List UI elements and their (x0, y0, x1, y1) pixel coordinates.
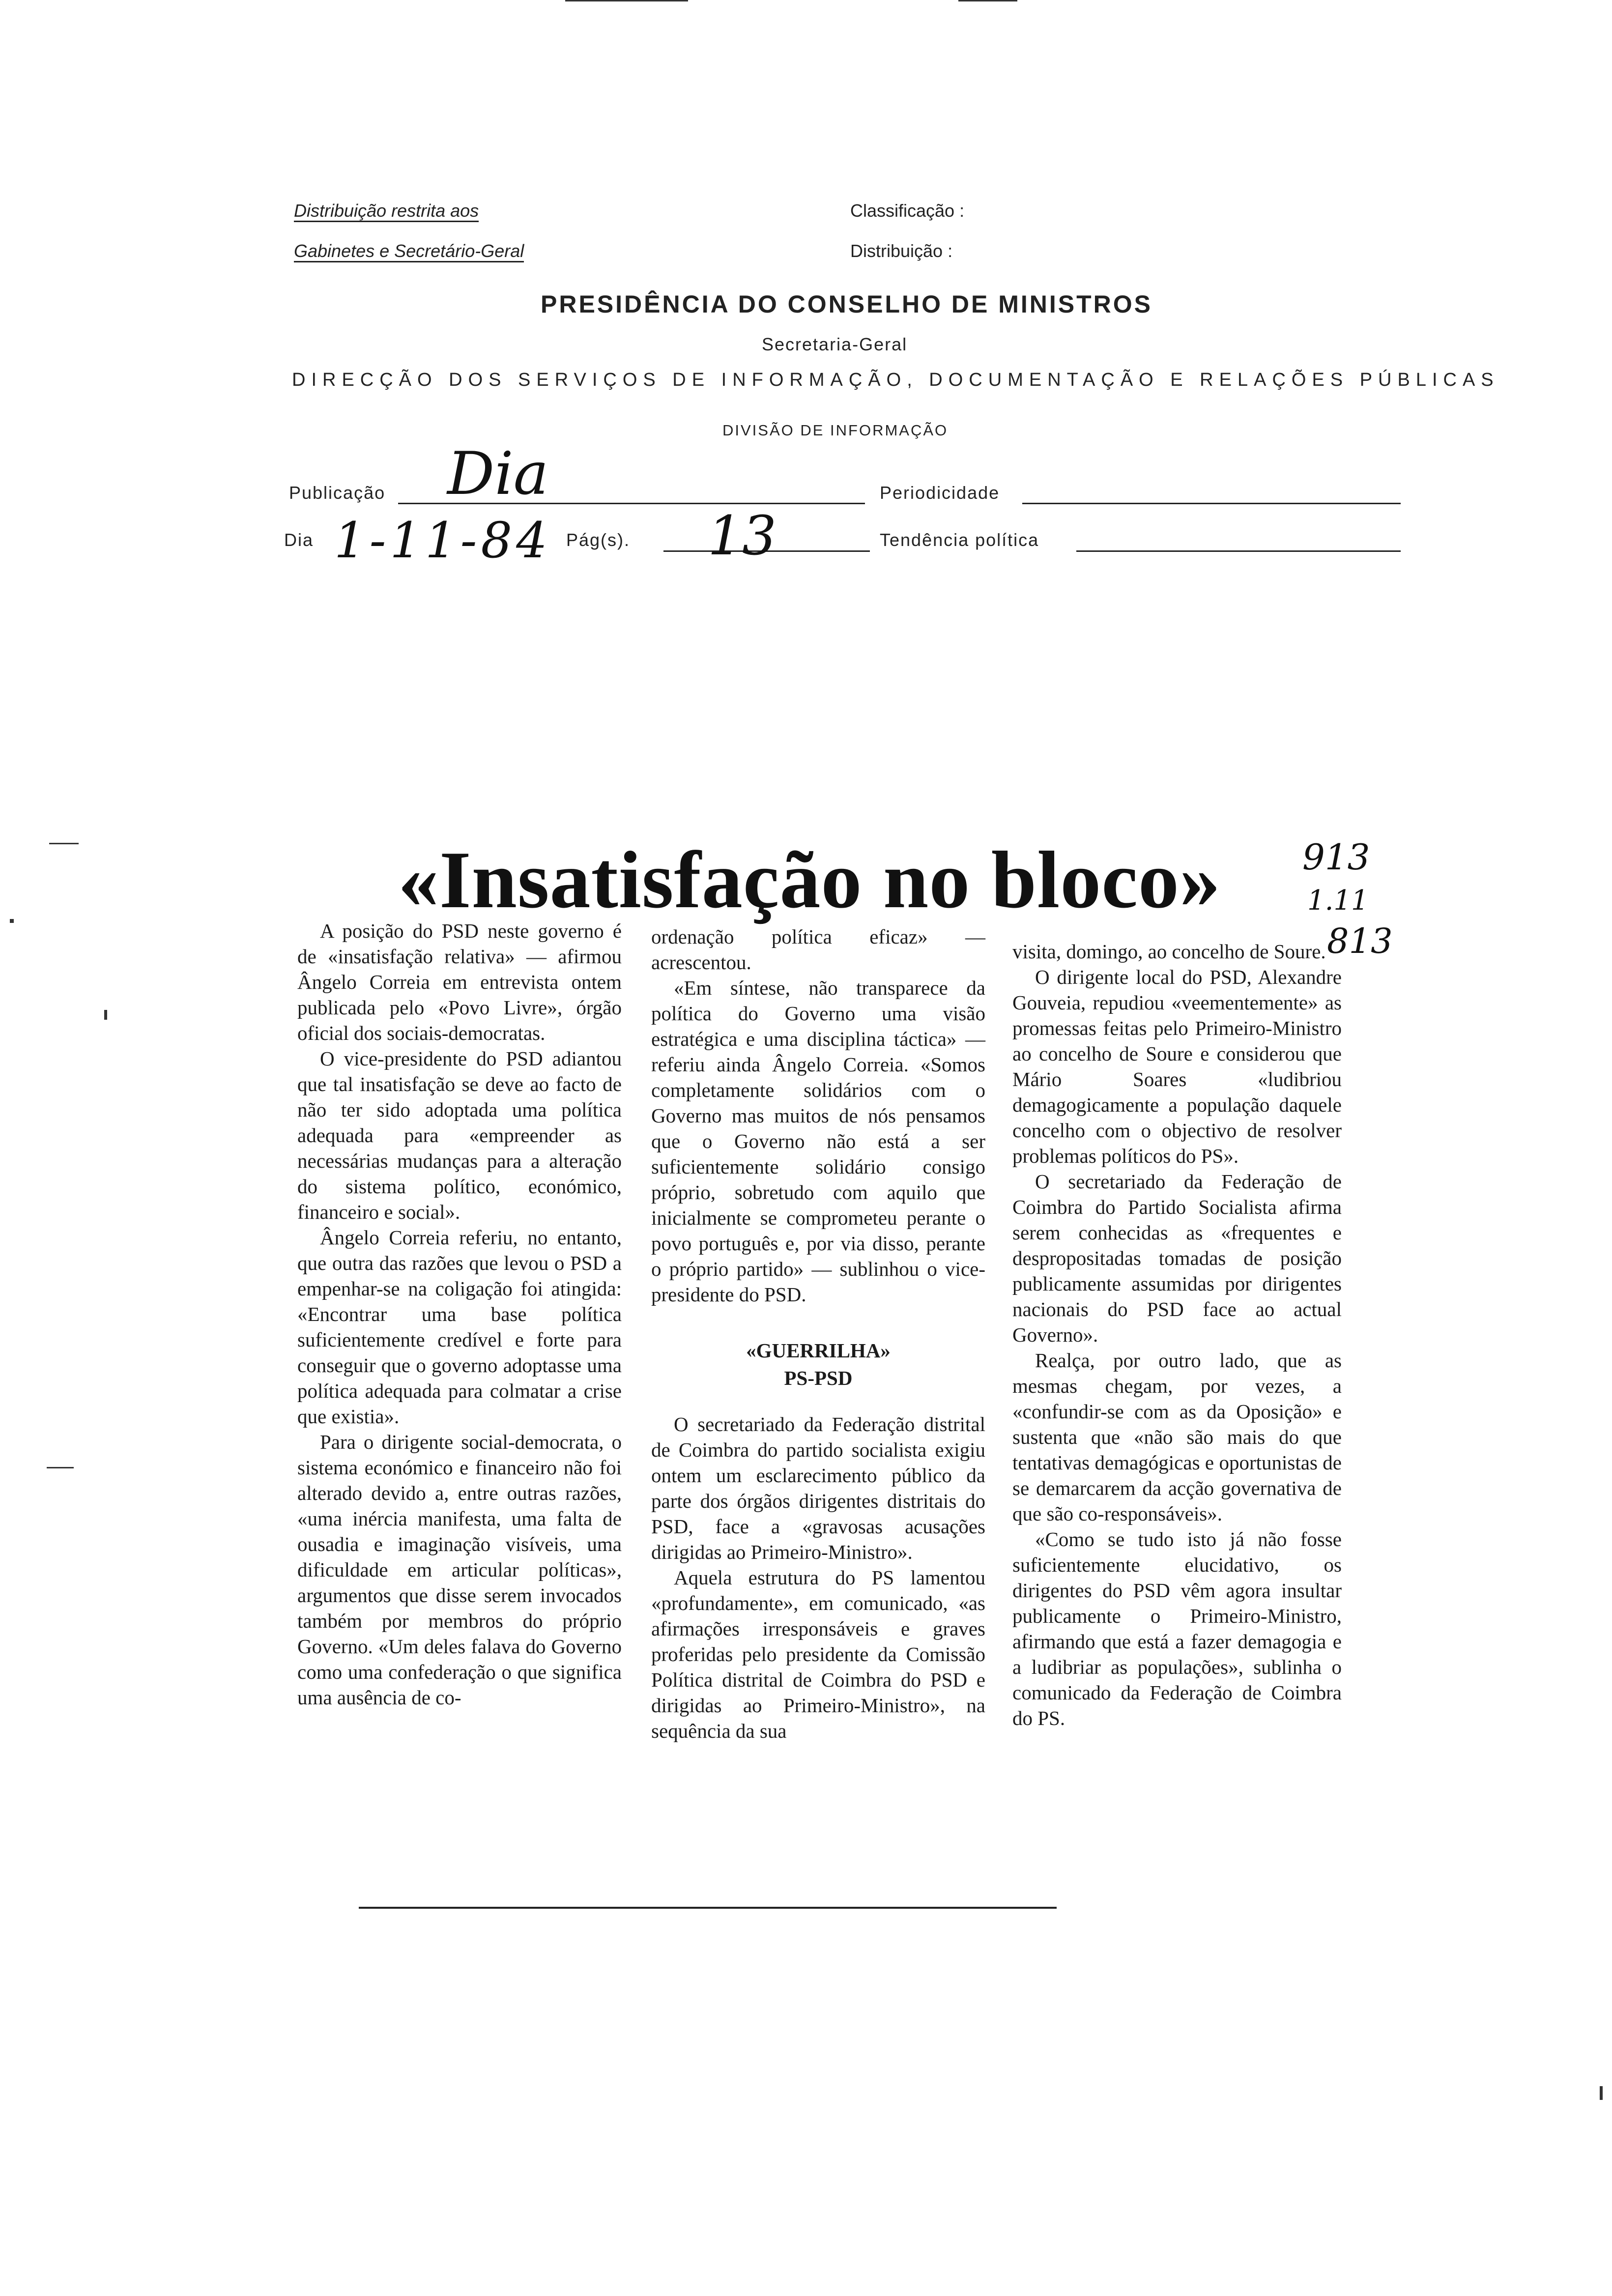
subheading (651, 1337, 985, 1392)
col2-paragraph: Aquela estrutura do PS lamentou «profundamente», em comunicado, «as afirmações irresponsáveis e graves proferidas pelo presidente da Comissão Política distrital de Coimbra do PSD e dirigidas ao Primeiro-Ministro», na sequência da sua (651, 1566, 985, 1742)
scan-mark (1600, 2086, 1603, 2100)
col1-paragraph: Para o dirigente social-democrata, o sistema económico e financeiro não foi alterado devido a, entre outras razões, «uma inércia manifesta, uma falta de ousadia e imaginação visíveis, uma dificuldade em articular políticas», argumentos que disse serem invocados também por membros do próprio Governo. «Um deles falava do Governo como uma confederação o que significa uma ausência de co- (297, 1431, 622, 1709)
classification-label: Classificação : (850, 201, 965, 221)
scan-mark (49, 843, 79, 844)
col1-paragraph: O vice-presidente do PSD adiantou que tal insatisfação se deve ao facto de não ter sido adoptada uma política adequada para «empreender as necessárias mudanças para a alteração do sistema político, económico, financeiro e social». (297, 1047, 622, 1223)
subheading-line2: PS-PSD (784, 1367, 853, 1389)
pages-label: Pág(s). (566, 530, 631, 550)
col1-paragraph: A posição do PSD neste governo é de «insatisfação relativa» — afirmou Ângelo Correia em entrevista ontem publicada pelo «Povo Livre», órgão oficial dos sociais-democratas. (297, 919, 622, 1044)
publication-label: Publicação (289, 483, 386, 503)
col1-paragraph: Ângelo Correia referiu, no entanto, que outra das razões que levou o PSD a empenhar-se na coligação foi atingida: «Encontrar uma base política suficientemente credível e forte para conseguir que o governo adoptasse uma política adequada para colmatar a crise que existia». (297, 1226, 622, 1428)
col3-paragraph: O dirigente local do PSD, Alexandre Gouveia, repudiou «veementemente» as promessas feitas pelo Primeiro-Ministro ao concelho de Soure e considerou que Mário Soares «ludibriou demagogicamente a população daquele concelho com o objectivo de resolver problemas políticos do PS». (1012, 966, 1342, 1167)
tendency-label: Tendência política (880, 530, 1039, 550)
division-line: DIVISÃO DE INFORMAÇÃO (722, 422, 949, 439)
handwritten-number-side: 813 (1327, 921, 1393, 961)
scan-mark (565, 0, 688, 1)
secretariat: Secretaria-Geral (762, 334, 908, 354)
headline: «Insatisfação no bloco» (398, 834, 1221, 925)
scan-mark (47, 1467, 74, 1468)
day-handwritten: 1-11-84 (334, 512, 551, 569)
scan-mark (104, 1010, 107, 1020)
tendency-line (1076, 550, 1401, 552)
day-label: Dia (284, 530, 314, 550)
col2-paragraph: ordenação política eficaz» — acrescentou. (651, 925, 985, 974)
handwritten-date: 1.11 (1307, 885, 1369, 917)
col2-paragraph: O secretariado da Federação distrital de Coimbra do partido socialista exigiu ontem um esclarecimento público da parte dos órgãos dirigentes distritais do PSD, face a «gravosas acusações dirigidas ao Primeiro-Ministro». (651, 1413, 985, 1563)
col3-paragraph: visita, domingo, ao concelho de Soure. (1012, 940, 1326, 963)
org-title: PRESIDÊNCIA DO CONSELHO DE MINISTROS (541, 290, 1153, 318)
col3-paragraph: Realça, por outro lado, que as mesmas chegam, por vezes, a «confundir-se com as da Oposição» e sustenta que «não são mais do que tentativas demagógicas e oportunistas de se demarcarem da acção governativa de que são co-responsáveis». (1012, 1349, 1342, 1525)
bottom-rule (359, 1907, 1057, 1909)
article-column-3 (1012, 939, 1342, 1731)
publication-handwritten: Dia (447, 440, 549, 508)
distribution-note-line2: Gabinetes e Secretário-Geral (294, 241, 638, 261)
handwritten-number-top: 913 (1302, 836, 1370, 878)
col2-paragraph: «Em síntese, não transparece da política do Governo uma visão estratégica e uma disciplina táctica» — referiu ainda Ângelo Correia. «Somos completamente solidários com o Governo mas muitos de nós pensamos que o Governo não está a ser suficientemente solidário consigo próprio, sobretudo com aquilo que inicialmente se comprometeu perante o povo português e, por via disso, perante o próprio partido» — sublinhou o vice-presidente do PSD. (651, 976, 985, 1306)
distribution-label: Distribuição : (850, 241, 953, 261)
scan-mark (958, 0, 1017, 1)
direction-line: DIRECÇÃO DOS SERVIÇOS DE INFORMAÇÃO, DOCUMENTAÇÃO E RELAÇÕES PÚBLICAS (292, 370, 1499, 390)
article-column-1 (297, 918, 622, 1710)
scan-mark (10, 919, 14, 923)
distribution-note-line1: Distribuição restrita aos (294, 201, 569, 221)
pages-handwritten: 13 (708, 504, 777, 567)
periodicity-label: Periodicidade (880, 483, 1000, 503)
col3-paragraph: O secretariado da Federação de Coimbra do Partido Socialista afirma serem conhecidas as «frequentes e despropositadas tomadas de posição publicamente assumidas por dirigentes nacionais do PSD face ao actual Governo». (1012, 1170, 1342, 1346)
periodicity-line (1022, 503, 1401, 504)
article-column-2 (651, 924, 985, 1744)
col3-paragraph: «Como se tudo isto já não fosse suficientemente elucidativo, os dirigentes do PSD vêm agora insultar publicamente o Primeiro-Ministro, afirmando que está a fazer demagogia e a ludibriar as populações», sublinha o comunicado da Federação de Coimbra do PS. (1012, 1528, 1342, 1729)
subheading-line1: «GUERRILHA» (746, 1339, 891, 1362)
